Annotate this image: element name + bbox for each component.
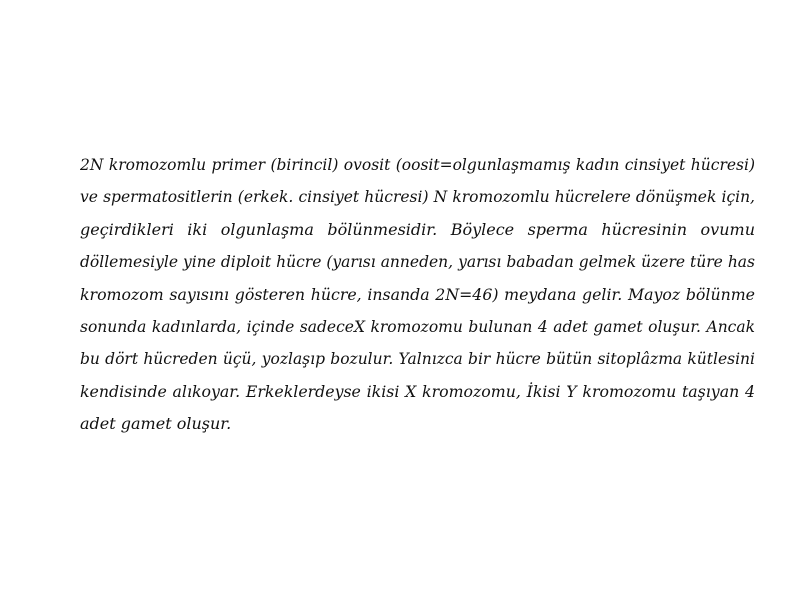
paragraph-line-6: sonunda kadınlarda, içinde sadeceX kromozomu bulunan 4 adet gamet oluşur. Ancak — [80, 317, 755, 336]
body-paragraph — [80, 149, 755, 441]
paragraph-line-2: ve spermatositlerin (erkek. cinsiyet hücresi) N kromozomlu hücrelere dönüşmek için, — [80, 188, 755, 207]
paragraph-line-3: geçirdikleri iki olgunlaşma bölünmesidir. Böylece sperma hücresinin ovumu — [80, 219, 755, 239]
paragraph-line-9: adet gamet oluşur. — [80, 414, 232, 434]
paragraph-line-5: kromozom sayısını gösteren hücre, insanda 2N=46) meydana gelir. Mayoz bölünme — [80, 284, 755, 304]
paragraph-line-4: döllemesiyle yine diploit hücre (yarısı anneden, yarısı babadan gelmek üzere türe has — [80, 253, 755, 272]
paragraph-line-8: kendisinde alıkoyar. Erkeklerdeyse ikisi X kromozomu, İkisi Y kromozomu taşıyan 4 — [80, 381, 755, 401]
paragraph-line-1: 2N kromozomlu primer (birincil) ovosit (oosit=olgunlaşmamış kadın cinsiyet hücresi) — [80, 156, 755, 174]
paragraph-line-7: bu dört hücreden üçü, yozlaşıp bozulur. Yalnızca bir hücre bütün sitoplâzma kütlesini — [80, 350, 755, 369]
